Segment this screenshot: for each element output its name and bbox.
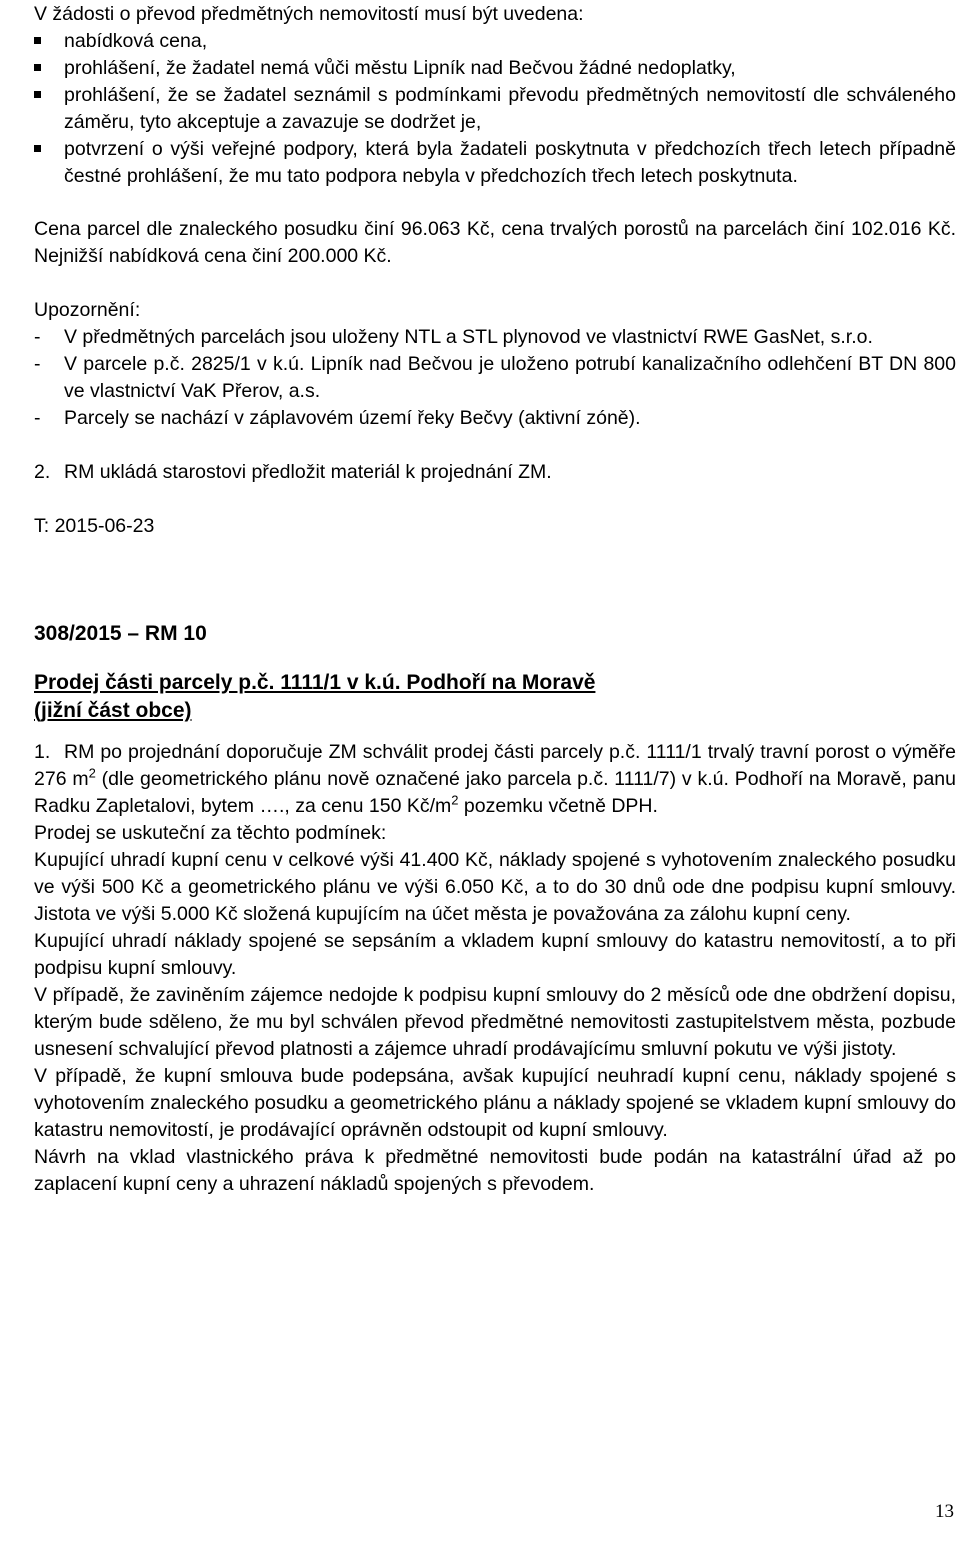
condition-paragraph: V případě, že kupní smlouva bude podepsána, avšak kupující neuhradí kupní cenu, náklady spojené s vyhotovením znaleckého posudku a geometrického plánu a náklady spojené se vkladem kupní smlouvy do katastru nemovitostí, je prodávající oprávněn odstoupit od kupní smlouvy. [34,1065,956,1141]
list-item: prohlášení, že žadatel nemá vůči městu Lipník nad Bečvou žádné nedoplatky, [34,55,956,82]
warning-list [34,324,956,432]
resolution-item-1: 1. RM po projednání doporučuje ZM schválit prodej části parcely p.č. 1111/1 trvalý travní porost o výměře 276 $m^2$ (dle geometrického plánu nově označené jako parcela p.č. 1111/7) v k.ú. Podhoří na Moravě, panu Radku Zapletalovi, bytem …., za cenu 150 $Kč/m^2$ pozemku včetně DPH. [34,741,956,817]
price-paragraph: Cena parcel dle znaleckého posudku činí 96.063 Kč, cena trvalých porostů na parcelách činí 102.016 Kč. Nejnižší nabídková cena činí 200.000 Kč. [34,218,956,267]
deadline: T: 2015-06-23 [34,515,155,537]
list-item: potvrzení o výši veřejné podpory, která byla žadateli poskytnuta v předchozích třech letech případně čestné prohlášení, že mu tato podpora nebyla v předchozích třech letech poskytnuta. [34,136,956,190]
condition-paragraph: Kupující uhradí kupní cenu v celkové výši 41.400 Kč, náklady spojené s vyhotovením znaleckého posudku ve výši 500 Kč a geometrického plánu ve výši 6.050 Kč, a to do 30 dnů ode dne podpisu kupní smlouvy. Jistota ve výši 5.000 Kč složená kupujícím na účet města je považována za zálohu kupní ceny. [34,849,956,925]
square-bullet-icon [34,37,41,44]
warning-label: Upozornění: [34,299,141,321]
requirements-intro: V žádosti o převod předmětných nemovitostí musí být uvedena: [34,3,584,25]
conditions-label: Prodej se uskuteční za těchto podmínek: [34,822,387,844]
resolution-id: 308/2015 – RM 10 [34,622,207,645]
list-item: prohlášení, že se žadatel seznámil s podmínkami převodu předmětných nemovitostí dle schváleného záměru, tyto akceptuje a zavazuje se dodržet je, [34,82,956,136]
condition-paragraph: Návrh na vklad vlastnického práva k předmětné nemovitosti bude podán na katastrální úřad až po zaplacení kupní ceny a uhrazení nákladů spojených s převodem. [34,1146,956,1195]
square-bullet-icon [34,145,41,152]
resolution-title: Prodej části parcely p.č. 1111/1 v k.ú. Podhoří na Moravě (jižní část obce) [34,671,596,722]
list-item: nabídková cena, [34,28,956,55]
requirements-list [34,28,956,190]
square-bullet-icon [34,64,41,71]
list-item: - Parcely se nachází v záplavovém území řeky Bečvy (aktivní zóně). [34,407,641,429]
document-page [34,0,956,1198]
condition-paragraph: V případě, že zaviněním zájemce nedojde k podpisu kupní smlouvy do 2 měsíců ode dne obdržení dopisu, kterým bude sděleno, že mu byl schválen převod předmětné nemovitosti zastupitelstvem města, pozbude usnesení schvalující převod platnosti a zájemce uhradí prodávajícímu smluvní pokutu ve výši jistoty. [34,984,956,1060]
page-number: 13 [935,1501,954,1522]
resolution-item-2: 2. RM ukládá starostovi předložit materiál k projednání ZM. [34,461,552,483]
square-bullet-icon [34,91,41,98]
list-item: - V parcele p.č. 2825/1 v k.ú. Lipník nad Bečvou je uloženo potrubí kanalizačního odlehčení BT DN 800 ve vlastnictví VaK Přerov, a.s. [34,353,956,402]
list-item: - V předmětných parcelách jsou uloženy NTL a STL plynovod ve vlastnictví RWE GasNet, s.r.o. [34,326,873,348]
condition-paragraph: Kupující uhradí náklady spojené se sepsáním a vkladem kupní smlouvy do katastru nemovitostí, a to při podpisu kupní smlouvy. [34,930,956,979]
